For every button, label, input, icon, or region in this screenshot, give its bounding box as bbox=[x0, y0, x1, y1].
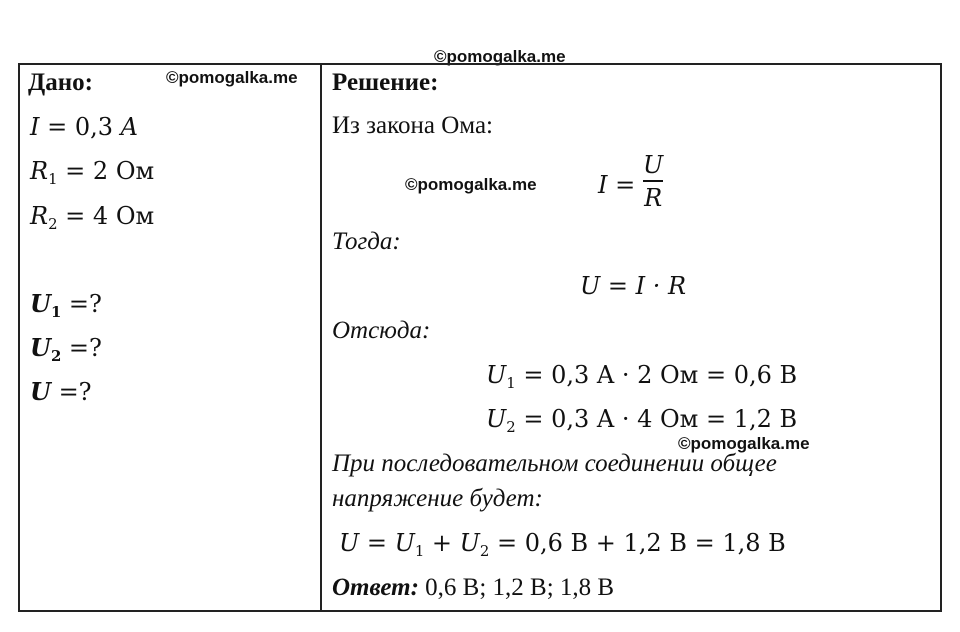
given-r1 bbox=[30, 156, 155, 189]
calc-u1 bbox=[486, 360, 798, 393]
given-current bbox=[30, 112, 138, 142]
unknown-u2 bbox=[30, 333, 102, 366]
r1-symbol: R bbox=[30, 157, 49, 185]
u1-symbol: U bbox=[30, 289, 51, 318]
series-text-line2: напряжение будет: bbox=[332, 485, 543, 512]
r1-subscript: 1 bbox=[48, 170, 58, 189]
watermark-top: ©pomogalka.me bbox=[434, 47, 566, 66]
total-b: + U bbox=[424, 529, 480, 557]
series-text-line1: При последовательном соединении общее bbox=[332, 450, 777, 477]
current-symbol: I bbox=[30, 113, 40, 141]
fraction-bar bbox=[643, 180, 663, 182]
solution-intro: Из закона Ома: bbox=[332, 112, 493, 139]
watermark-middle: ©pomogalka.me bbox=[405, 175, 537, 194]
total-b-subscript: 2 bbox=[479, 542, 490, 561]
calc-u1-rest: = 0,3 A · 2 Ом = 0,6 B bbox=[515, 361, 798, 389]
answer-text: 0,6 В; 1,2 В; 1,8 В bbox=[418, 574, 615, 601]
ohm-denominator: R bbox=[644, 184, 663, 212]
hence-label: Отсюда: bbox=[332, 317, 431, 344]
u2-subscript: 2 bbox=[50, 347, 62, 366]
watermark-given: ©pomogalka.me bbox=[166, 68, 298, 87]
current-unit: A bbox=[120, 113, 138, 141]
calc-u2-subscript: 2 bbox=[506, 418, 516, 437]
total-a-subscript: 1 bbox=[414, 542, 425, 561]
u2-tail: =? bbox=[61, 334, 102, 362]
u1-tail: =? bbox=[61, 290, 102, 318]
u-symbol: U bbox=[30, 377, 51, 406]
r2-value: = 4 Ом bbox=[57, 202, 155, 230]
calc-u2-rest: = 0,3 A · 4 Ом = 1,2 B bbox=[515, 405, 798, 433]
watermark-lower: ©pomogalka.me bbox=[678, 434, 810, 453]
calc-u1-symbol: U bbox=[486, 361, 507, 389]
column-divider bbox=[320, 63, 322, 612]
total-a: U = U bbox=[339, 529, 415, 557]
given-r2 bbox=[30, 201, 155, 234]
solution-heading: Решение: bbox=[332, 69, 439, 96]
r1-value: = 2 Ом bbox=[57, 157, 155, 185]
u2-symbol: U bbox=[30, 333, 51, 362]
r2-symbol: R bbox=[30, 202, 49, 230]
calc-u1-subscript: 1 bbox=[506, 374, 516, 393]
calc-u2 bbox=[486, 404, 798, 437]
calc-u2-symbol: U bbox=[486, 405, 507, 433]
then-label: Тогда: bbox=[332, 228, 401, 255]
ohm-numerator: U bbox=[643, 151, 664, 179]
answer-label: Ответ: bbox=[332, 574, 419, 601]
total-rest: = 0,6 B + 1,2 B = 1,8 B bbox=[489, 529, 786, 557]
unknown-u bbox=[30, 377, 92, 407]
ohm-fraction bbox=[643, 152, 663, 211]
u1-subscript: 1 bbox=[50, 303, 62, 322]
answer-line bbox=[332, 573, 614, 603]
total-voltage bbox=[339, 528, 786, 561]
unknown-u1 bbox=[30, 289, 102, 322]
u-tail: =? bbox=[50, 378, 92, 406]
formula-u: U = I · R bbox=[580, 272, 687, 300]
given-heading: Дано: bbox=[28, 69, 93, 96]
r2-subscript: 2 bbox=[48, 215, 58, 234]
current-value: = 0,3 bbox=[39, 113, 121, 141]
ohm-lhs: I = bbox=[598, 171, 636, 199]
